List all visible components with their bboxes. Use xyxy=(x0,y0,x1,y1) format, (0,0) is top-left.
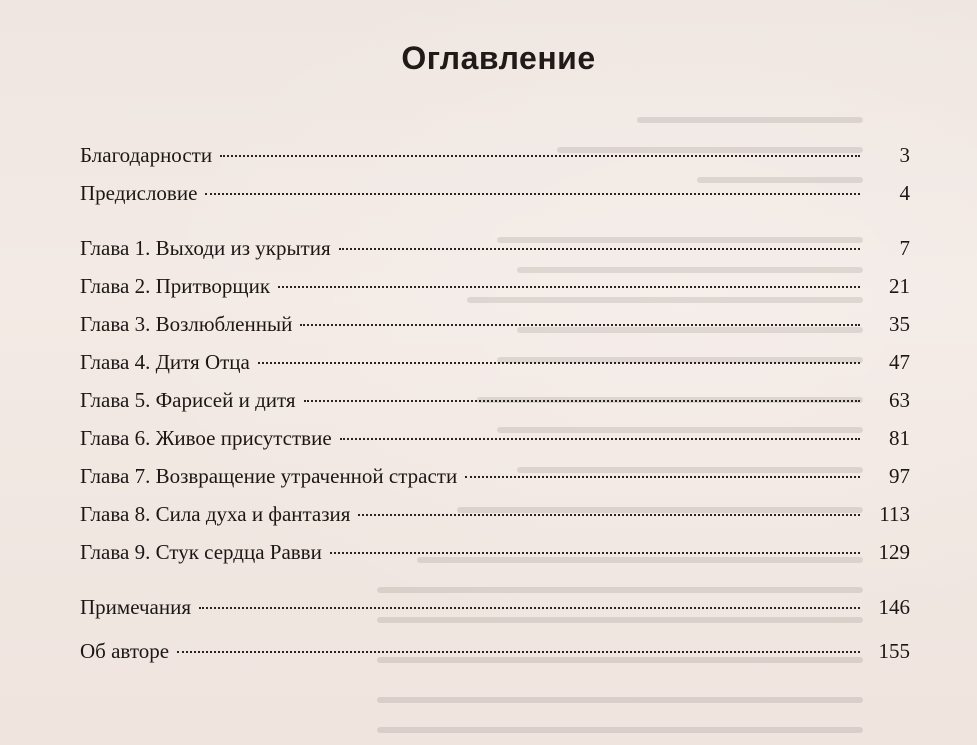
toc-entry xyxy=(80,536,910,568)
toc-entry xyxy=(80,177,910,209)
toc-entry-title: Глава 5. Фарисей и дитя xyxy=(80,388,296,412)
toc-entry-page: 97 xyxy=(889,464,910,488)
toc-entry xyxy=(80,422,910,454)
toc-entry-page: 47 xyxy=(889,350,910,374)
page-title: Оглавление xyxy=(401,40,596,76)
dot-leader xyxy=(177,651,860,653)
toc-entry xyxy=(80,635,910,667)
toc-entry-title: Глава 3. Возлюбленный xyxy=(80,312,293,336)
toc-entry xyxy=(80,232,910,264)
dot-leader xyxy=(340,438,860,440)
toc-entry-title: Глава 9. Стук сердца Равви xyxy=(80,540,322,564)
dot-leader xyxy=(278,286,860,288)
dot-leader xyxy=(358,514,860,516)
toc-entry-title: Примечания xyxy=(80,595,192,619)
toc-entry-page: 7 xyxy=(899,236,910,260)
toc-entry-title: Об авторе xyxy=(80,639,170,663)
toc-entry xyxy=(80,346,910,378)
toc-entry-page: 3 xyxy=(899,143,910,167)
dot-leader xyxy=(465,476,860,478)
dot-leader xyxy=(220,155,860,157)
toc-entry-page: 155 xyxy=(878,639,910,663)
toc-entry xyxy=(80,591,910,623)
toc-entry-title: Благодарности xyxy=(80,143,213,167)
toc-entry xyxy=(80,384,910,416)
dot-leader xyxy=(199,607,860,609)
toc-entry-page: 63 xyxy=(889,388,910,412)
dot-leader xyxy=(304,400,860,402)
toc-entry-title: Глава 7. Возвращение утраченной страсти xyxy=(80,464,458,488)
toc-entry-title: Глава 4. Дитя Отца xyxy=(80,350,250,374)
toc-entry-title: Глава 2. Притворщик xyxy=(80,274,271,298)
toc-entry xyxy=(80,460,910,492)
toc-entry-page: 35 xyxy=(889,312,910,336)
toc-entry xyxy=(80,270,910,302)
toc-entry-page: 81 xyxy=(889,426,910,450)
dot-leader xyxy=(205,193,860,195)
dot-leader xyxy=(330,552,860,554)
dot-leader xyxy=(339,248,860,250)
toc-entry xyxy=(80,498,910,530)
toc-entry-page: 21 xyxy=(889,274,910,298)
toc-entry xyxy=(80,308,910,340)
toc-entry-title: Глава 1. Выходи из укрытия xyxy=(80,236,331,260)
toc-entry-page: 113 xyxy=(879,502,910,526)
toc-entry-page: 129 xyxy=(878,540,910,564)
toc-entry-page: 4 xyxy=(899,181,910,205)
toc-entry-page: 146 xyxy=(878,595,910,619)
dot-leader xyxy=(300,324,860,326)
toc-entry-title: Предисловие xyxy=(80,181,198,205)
dot-leader xyxy=(258,362,860,364)
toc-entry-title: Глава 8. Сила духа и фантазия xyxy=(80,502,351,526)
toc-entry xyxy=(80,139,910,171)
toc-entry-title: Глава 6. Живое присутствие xyxy=(80,426,332,450)
